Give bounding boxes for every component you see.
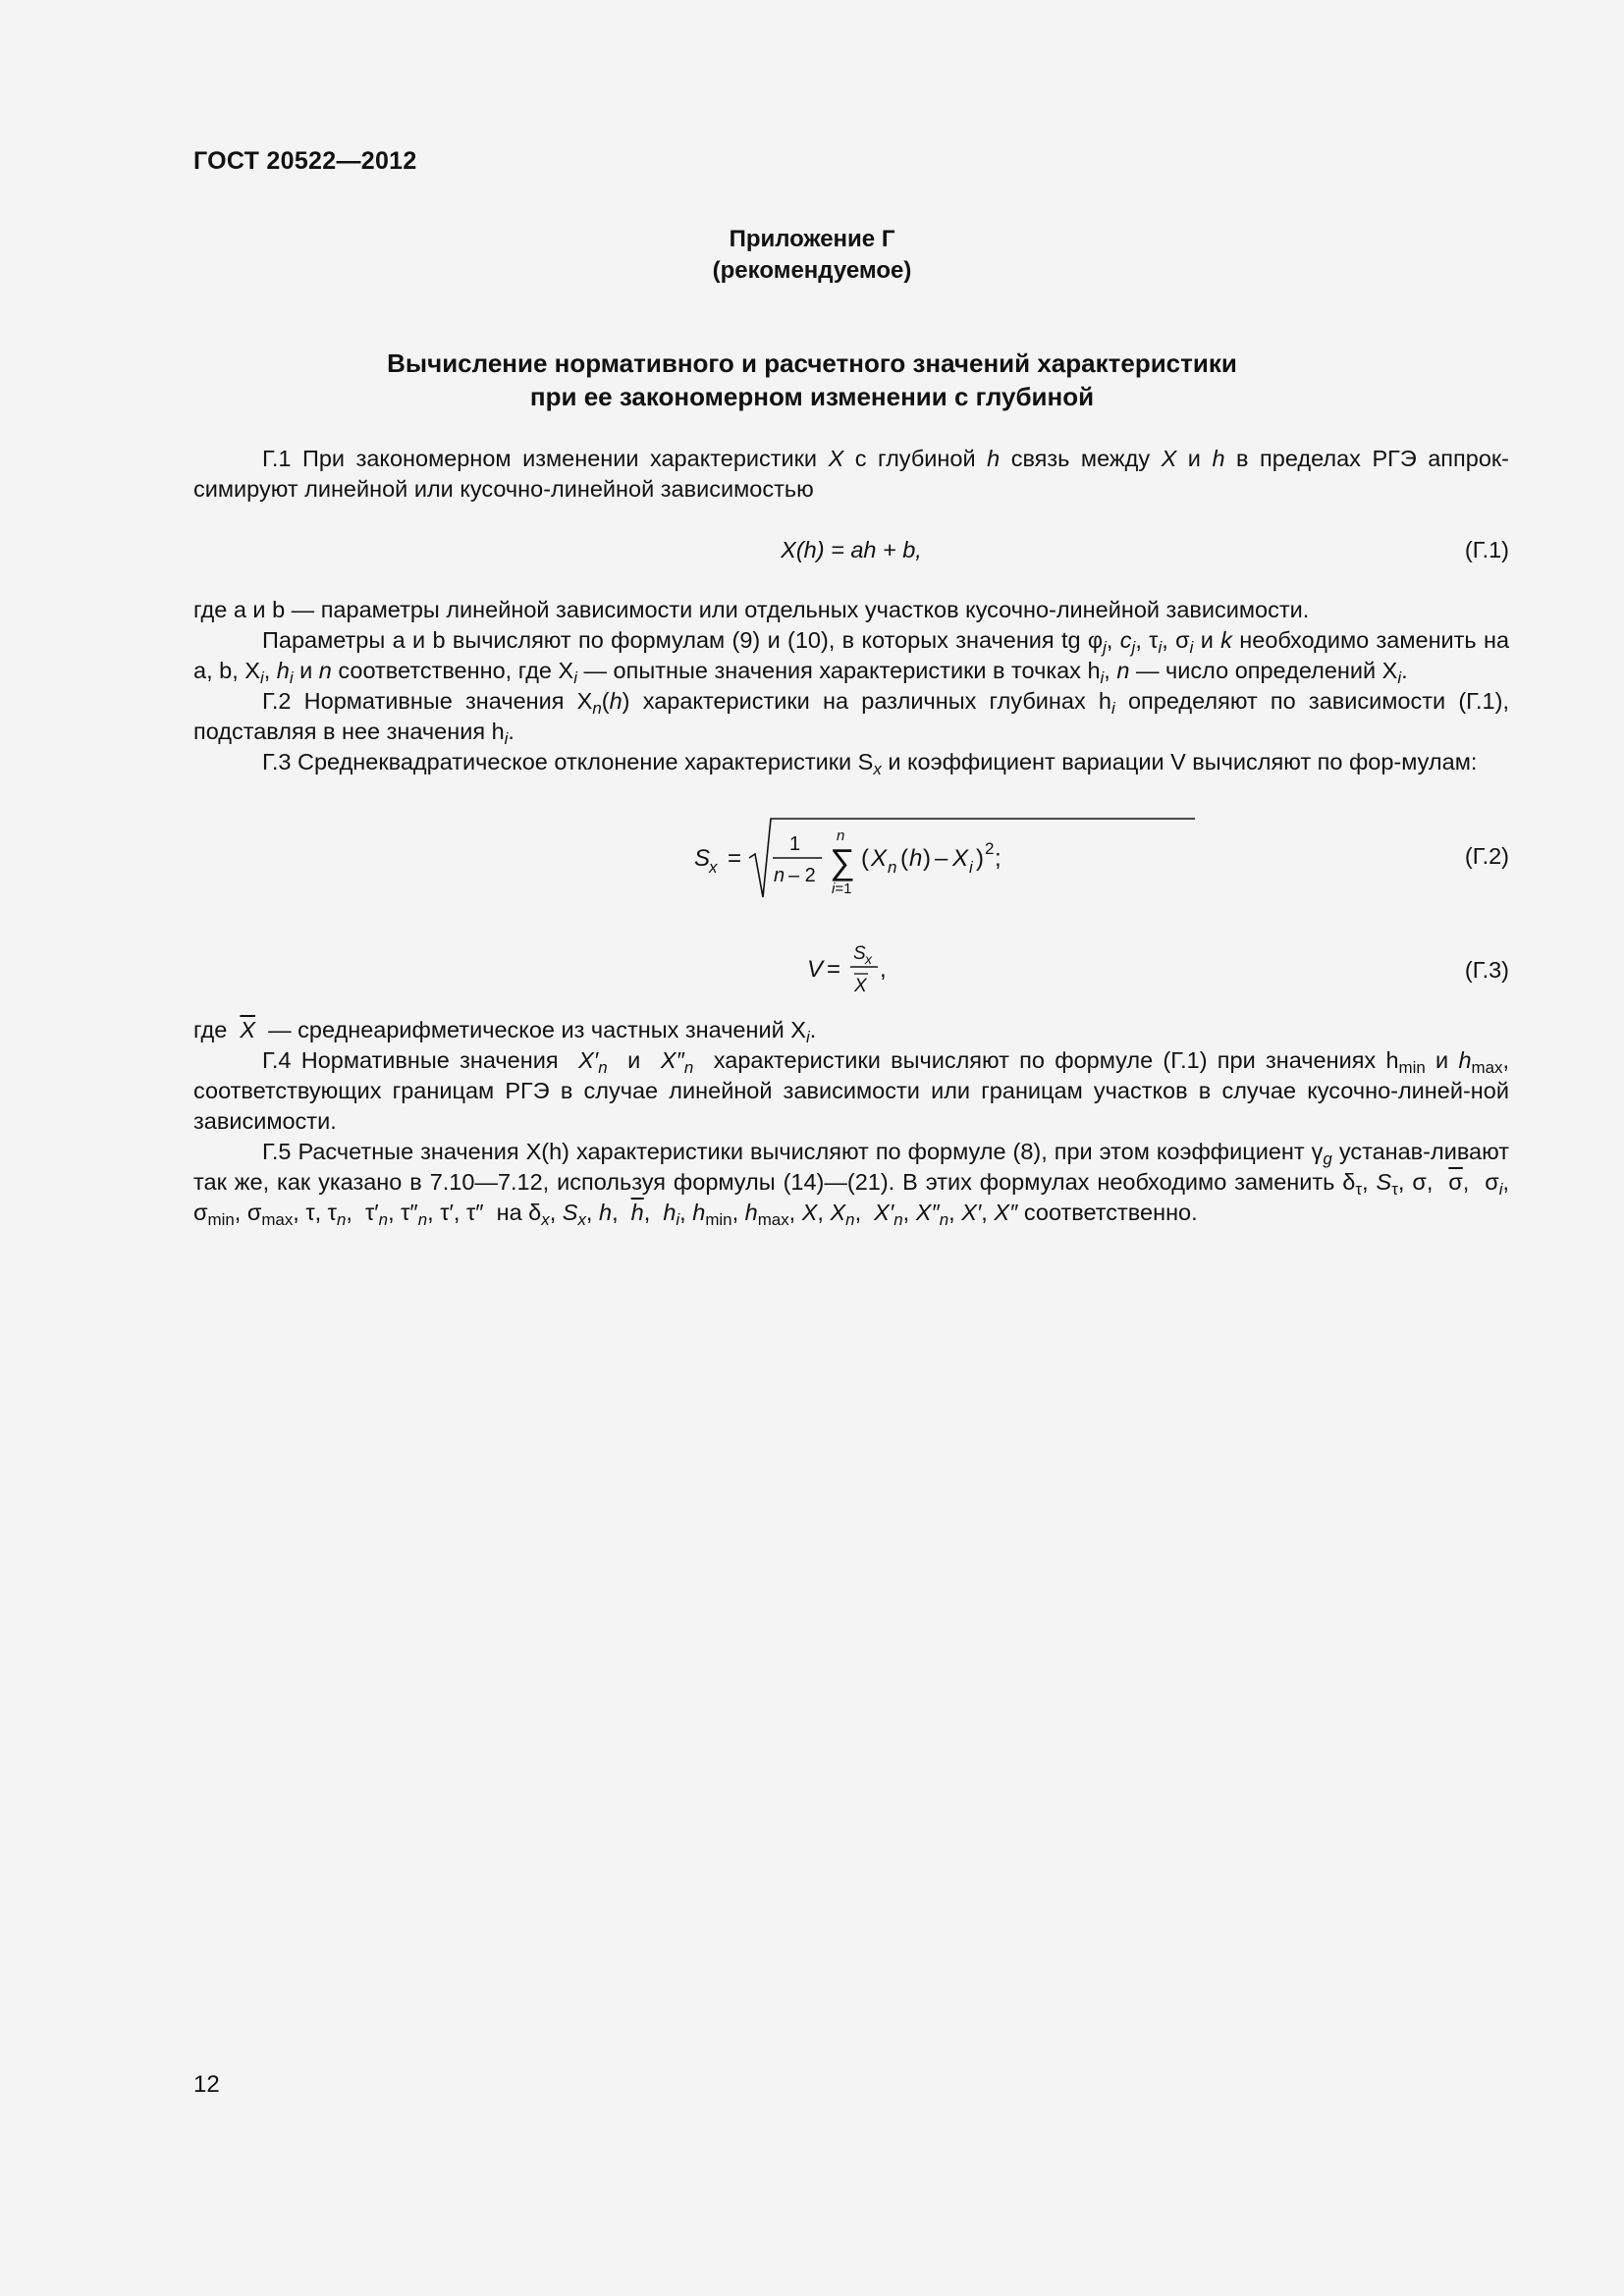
where-mean: где $\overline{X}$ — среднеарифметическое из частных значений $X_i$. <box>193 1017 817 1047</box>
svg-text:,: , <box>880 956 887 983</box>
svg-text:x: x <box>709 858 718 877</box>
formula-g1-row <box>193 535 1509 565</box>
paragraph-block-2 <box>193 595 1509 777</box>
paragraph-g1: Г.1 При закономерном изменении характеристики X с глубиной h связь между X и h в пределах РГЭ аппрок-симируют линейной или кусочно-линейной зависимостью <box>193 446 1510 502</box>
formula-g1-number: (Г.1) <box>1464 537 1509 562</box>
appendix-label: Приложение Г <box>729 226 895 252</box>
params-paragraph: Параметры a и b вычисляют по формулам (9) и (10), в которых значения tg $\varphi_j$, $c_j$, $\tau_i$, $\sigma_i$ и k необходимо заменить на a, b, $X_i$, $h_i$ и n соответственно, где $X_i$ — опытные значения характеристики в точках $h_i$, n — число определений $X_i$. <box>193 627 1510 688</box>
paragraph-g4: Г.4 Нормативные значения $X'_n$ и $X''_n$ характеристики вычисляют по формуле (Г.1) при значениях $h_{min}$ и $h_{max}$, соответствующих границам РГЭ в случае линейной зависимости или границам участков в случае кусочно-линей-ной зависимости. <box>193 1047 1509 1134</box>
svg-text:=: = <box>728 845 742 872</box>
svg-text:X: X <box>952 845 969 872</box>
svg-text:): ) <box>976 845 984 872</box>
formula-g2 <box>694 815 1205 911</box>
svg-text:=: = <box>827 956 841 983</box>
svg-text:X: X <box>871 845 888 872</box>
svg-text:S: S <box>694 845 711 872</box>
svg-text:(: ( <box>900 845 908 872</box>
svg-text:n: n <box>774 865 785 886</box>
section-title-line1: Вычисление нормативного и расчетного значений характеристики <box>387 348 1237 378</box>
paragraph-g3: Г.3 Среднеквадратическое отклонение характеристики $S_x$ и коэффициент вариации V вычисляют по фор-мулам: <box>262 749 1478 779</box>
formula-g2-number: (Г.2) <box>1464 843 1509 869</box>
paragraph-g5: Г.5 Расчетные значения X(h) характеристики вычисляют по формуле (8), при этом коэффициент $\gamma_g$ устанав-ливают так же, как указано в 7.10—7.12, используя формулы (14)—(21). В этих формулах необходимо заменить $\delta_\tau$, $S_\tau$, σ, $\overline{\sigma}$, $\sigma_i$, $\sigma_{min}$, $\sigma_{max}$, τ, $\tau_n$, $\tau'_n$, $\tau''_n$, τ′, τ″ на $\delta_x$, $S_x$, h, $\overline{h}$, $h_i$, $h_{min}$, $h_{max}$, X, $X_n$, $X'_n$, $X''_n$, X′, X″ соответственно. <box>193 1139 1509 1230</box>
svg-text:V: V <box>807 956 824 983</box>
svg-text:– 2: – 2 <box>788 865 816 886</box>
svg-text:–: – <box>935 845 948 872</box>
formula-g2-row <box>193 815 1509 903</box>
svg-text:;: ; <box>995 845 1001 872</box>
formula-g3-number: (Г.3) <box>1464 957 1509 983</box>
formula-g3-row <box>193 937 1509 996</box>
standard-header: ГОСТ 20522—2012 <box>193 147 417 175</box>
svg-text:x: x <box>865 951 872 967</box>
page-number: 12 <box>193 2071 220 2098</box>
paragraph-g2: Г.2 Нормативные значения $X_n(h)$ характеристики на различных глубинах $h_i$ определяют по зависимости (Г.1), подставляя в нее значения $h_i$. <box>193 688 1509 749</box>
appendix-status: (рекомендуемое) <box>712 257 912 284</box>
svg-text:): ) <box>923 845 931 872</box>
svg-text:∑: ∑ <box>830 841 855 881</box>
svg-text:n: n <box>888 858 897 877</box>
svg-text:1: 1 <box>789 833 801 855</box>
formula-g1: X(h) = ah + b, <box>781 537 922 562</box>
svg-text:X: X <box>854 976 867 996</box>
svg-text:h: h <box>909 845 923 872</box>
svg-text:i: i <box>969 858 973 877</box>
formula-g3 <box>807 937 925 1004</box>
paragraph-block-3 <box>193 1015 1509 1228</box>
svg-text:(: ( <box>861 845 869 872</box>
svg-text:2: 2 <box>985 839 995 858</box>
where-ab: где a и b — параметры линейной зависимости или отдельных участков кусочно-линейной зависимости. <box>193 597 1310 622</box>
section-title-line2: при ее закономерном изменении с глубиной <box>529 382 1095 411</box>
svg-text:S: S <box>853 943 866 964</box>
svg-text:i=1: i=1 <box>832 881 852 897</box>
svg-text:n: n <box>837 828 845 844</box>
